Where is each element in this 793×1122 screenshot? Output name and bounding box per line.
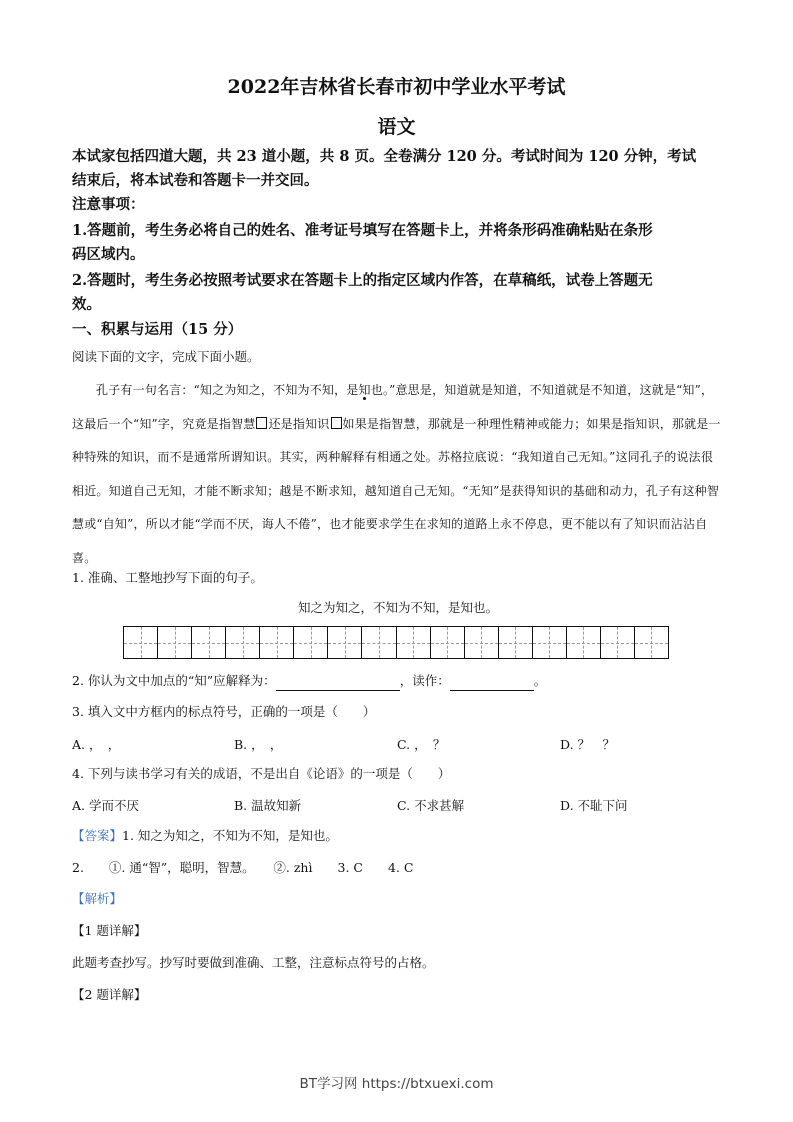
question-1-sentence: 知之为知之，不知为不知，是知也。 (297, 600, 498, 615)
intro-line-1: 本试家包括四道大题，共 23 道小题，共 8 页。全卷满分 120 分。考试时间为 120 分钟，考试 (72, 148, 697, 165)
section-heading: 一、积累与运用（15 分） (72, 321, 243, 338)
q4-option-d[interactable]: D. 不耻下问 (560, 798, 628, 813)
notice-2a: 2.答题时，考生务必按照考试要求在答题卡上的指定区域内作答，在草稿纸，试卷上答题无 (72, 272, 653, 289)
blank-box-icon (331, 417, 342, 429)
analysis-tag: 【解析】 (72, 891, 123, 906)
subject-title: 语文 (377, 116, 416, 138)
dotted-char: 知 (358, 383, 371, 397)
analysis-q2-title: 【2 题详解】 (72, 987, 147, 1002)
question-4: 4. 下列与读书学习有关的成语，不是出自《论语》的一项是（ ） (72, 766, 451, 781)
analysis-q1-text: 此题考查抄写。抄写时要做到准确、工整，注意标点符号的占格。 (72, 955, 435, 970)
question-1: 1. 准确、工整地抄写下面的句子。 (72, 570, 263, 585)
q3-option-b[interactable]: B. ， ， (234, 737, 283, 752)
q4-option-a[interactable]: A. 学而不厌 (72, 798, 139, 813)
reading-passage (72, 374, 724, 575)
footer-watermark[interactable]: BT学习网 https://btxuexi.com (299, 1076, 494, 1092)
passage-part-3: 还是指知识 (268, 416, 330, 431)
notice-1a: 1.答题前，考生务必将自己的姓名、准考证号填写在答题卡上，并将条形码准确粘贴在条形 (72, 222, 653, 239)
notice-2b: 效。 (72, 296, 101, 313)
answer-blank-meaning[interactable] (276, 672, 400, 691)
answer-blank-pronunciation[interactable] (450, 672, 534, 691)
copy-grid[interactable] (124, 626, 669, 659)
instruction: 阅读下面的文字，完成下面小题。 (72, 349, 260, 364)
notice-1b: 码区域内。 (72, 246, 145, 263)
passage-part-2: 也。”意思是，知道就是知道，不知道就是不知道，这就是“知”，这最后一个“知”字，究竟是指智慧 (72, 383, 714, 431)
question-2: 2. 你认为文中加点的“知”应解释为： ，读作： 。 (72, 672, 724, 691)
passage-part-4: 如果是指智慧，那就是一种理性精神或能力；如果是指知识，那就是一种特殊的知识，而不是通常所谓知识。其实，两种解释有相通之处。苏格拉底说：“我知道自己无知。”这同孔子的说法很相近。知道自己无知，才能不断求知；越是不断求知，越知道自己无知。“无知”是获得知识的基础和动力，孔子有这种智慧或“自知”，所以才能“学而不厌，诲人不倦”，也才能要求学生在求知的道路上永不停息，更不能以有了知识而沾沾自喜。 (72, 416, 721, 565)
notice-title: 注意事项： (72, 196, 145, 213)
question-3: 3. 填入文中方框内的标点符号，正确的一项是（ ） (72, 704, 376, 719)
q4-option-c[interactable]: C. 不求甚解 (397, 798, 465, 813)
passage-part-1: 孔子有一句名言：“知之为知之，不知为不知，是 (96, 383, 359, 397)
q3-option-c[interactable]: C. ， ？ (397, 737, 446, 752)
answer-line-1: 【答案】1. 知之为知之，不知为不知，是知也。 (72, 828, 338, 843)
blank-box-icon (256, 417, 267, 429)
q3-option-a[interactable]: A. ， ， (72, 737, 121, 752)
answer-tag: 【答案】 (72, 828, 123, 843)
q4-option-b[interactable]: B. 温故知新 (234, 798, 302, 813)
answer-line-2: 2. ①. 通“智”，聪明，智慧。 ②. zhì 3. C 4. C (72, 860, 414, 875)
intro-line-2: 结束后，将本试卷和答题卡一并交回。 (72, 172, 319, 189)
page-title: 2022年吉林省长春市初中学业水平考试 (227, 76, 566, 98)
analysis-q1-title: 【1 题详解】 (72, 923, 147, 938)
q3-option-d[interactable]: D. ？ ？ (560, 737, 616, 752)
